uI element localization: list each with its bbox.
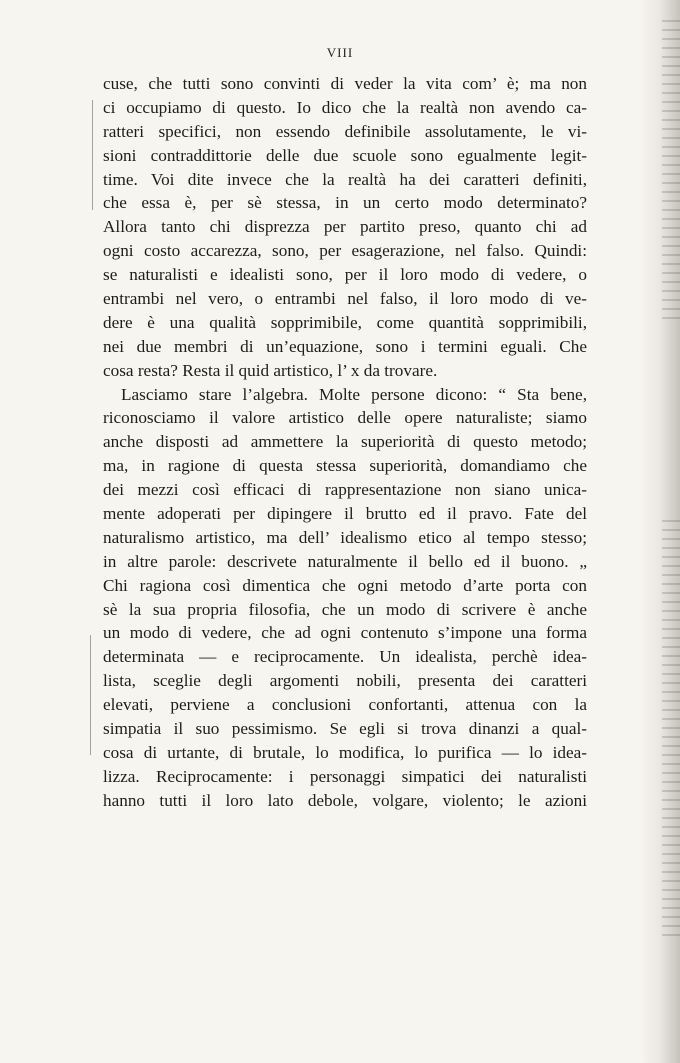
text-line: se naturalisti e idealisti sono, per il loro modo di vedere, o (103, 265, 587, 285)
text-line: hanno tutti il loro lato debole, volgare, violento; le azioni (103, 790, 587, 810)
text-line: elevati, perviene a conclusioni confortanti, attenua con la (103, 695, 587, 715)
text-line: cuse, che tutti sono convinti di veder la vita com’ è; ma non (103, 74, 587, 93)
text-line: in altre parole: descrivete naturalmente il bello ed il buono. „ (103, 551, 587, 571)
margin-pencil-line (90, 635, 91, 755)
text-line: dere è una qualità sopprimibile, come quantità sopprimibili, (103, 312, 587, 332)
text-line: ogni costo accarezza, sono, per esagerazione, nel falso. Quindi: (103, 241, 587, 261)
text-line: ma, in ragione di questa stessa superiorità, domandiamo che (103, 456, 587, 476)
text-line: naturalismo artistico, ma dell’ idealismo etico al tempo stesso; (103, 527, 587, 547)
text-line: ratteri specifici, non essendo definibile assolutamente, le vi- (103, 121, 587, 141)
text-line: nei due membri di un’equazione, sono i termini eguali. Che (103, 336, 587, 356)
text-line: cosa di urtante, di brutale, lo modifica, lo purifica — lo idea- (103, 742, 587, 762)
text-line: riconosciamo il valore artistico delle opere naturaliste; siamo (103, 408, 587, 428)
text-line: Chi ragiona così dimentica che ogni metodo d’arte porta con (103, 575, 587, 595)
text-line: ci occupiamo di questo. Io dico che la realtà non avendo ca- (103, 97, 587, 117)
text-line: mente adoperati per dipingere il brutto ed il pravo. Fate del (103, 504, 587, 524)
page-number: VIII (326, 45, 354, 60)
text-line: anche disposti ad ammettere la superiorità di questo metodo; (103, 432, 587, 452)
text-line: lizza. Reciprocamente: i personaggi simpatici dei naturalisti (103, 766, 587, 786)
page-edge-shadow (662, 20, 680, 320)
text-line: time. Voi dite invece che la realtà ha dei caratteri definiti, (103, 169, 587, 189)
paragraph-start-line: Lasciamo stare l’algebra. Molte persone dicono: “ Sta bene, (121, 384, 587, 404)
page-edge-shadow (662, 520, 680, 940)
text-line: entrambi nel vero, o entrambi nel falso, il loro modo di ve- (103, 289, 587, 309)
text-line: sè la sua propria filosofia, che un modo di scrivere è anche (103, 599, 587, 619)
text-line: sioni contraddittorie delle due scuole sono egualmente legit- (103, 145, 587, 165)
text-line: lista, sceglie degli argomenti nobili, presenta dei caratteri (103, 671, 587, 691)
paragraph-end-line: cosa resta? Resta il quid artistico, l’ x da trovare. (103, 360, 438, 380)
margin-pencil-line (92, 100, 93, 210)
text-line: dei mezzi così efficaci di rappresentazione non siano unica- (103, 480, 587, 500)
text-line: determinata — e reciprocamente. Un idealista, perchè idea- (103, 647, 587, 667)
body-text (103, 72, 587, 813)
text-line: simpatia il suo pessimismo. Se egli si trova dinanzi a qual- (103, 719, 587, 739)
text-line: Allora tanto chi disprezza per partito preso, quanto chi ad (103, 217, 587, 237)
text-line: che essa è, per sè stessa, in un certo modo determinato? (103, 193, 587, 213)
text-line: un modo di vedere, che ad ogni contenuto s’impone una forma (103, 623, 587, 643)
